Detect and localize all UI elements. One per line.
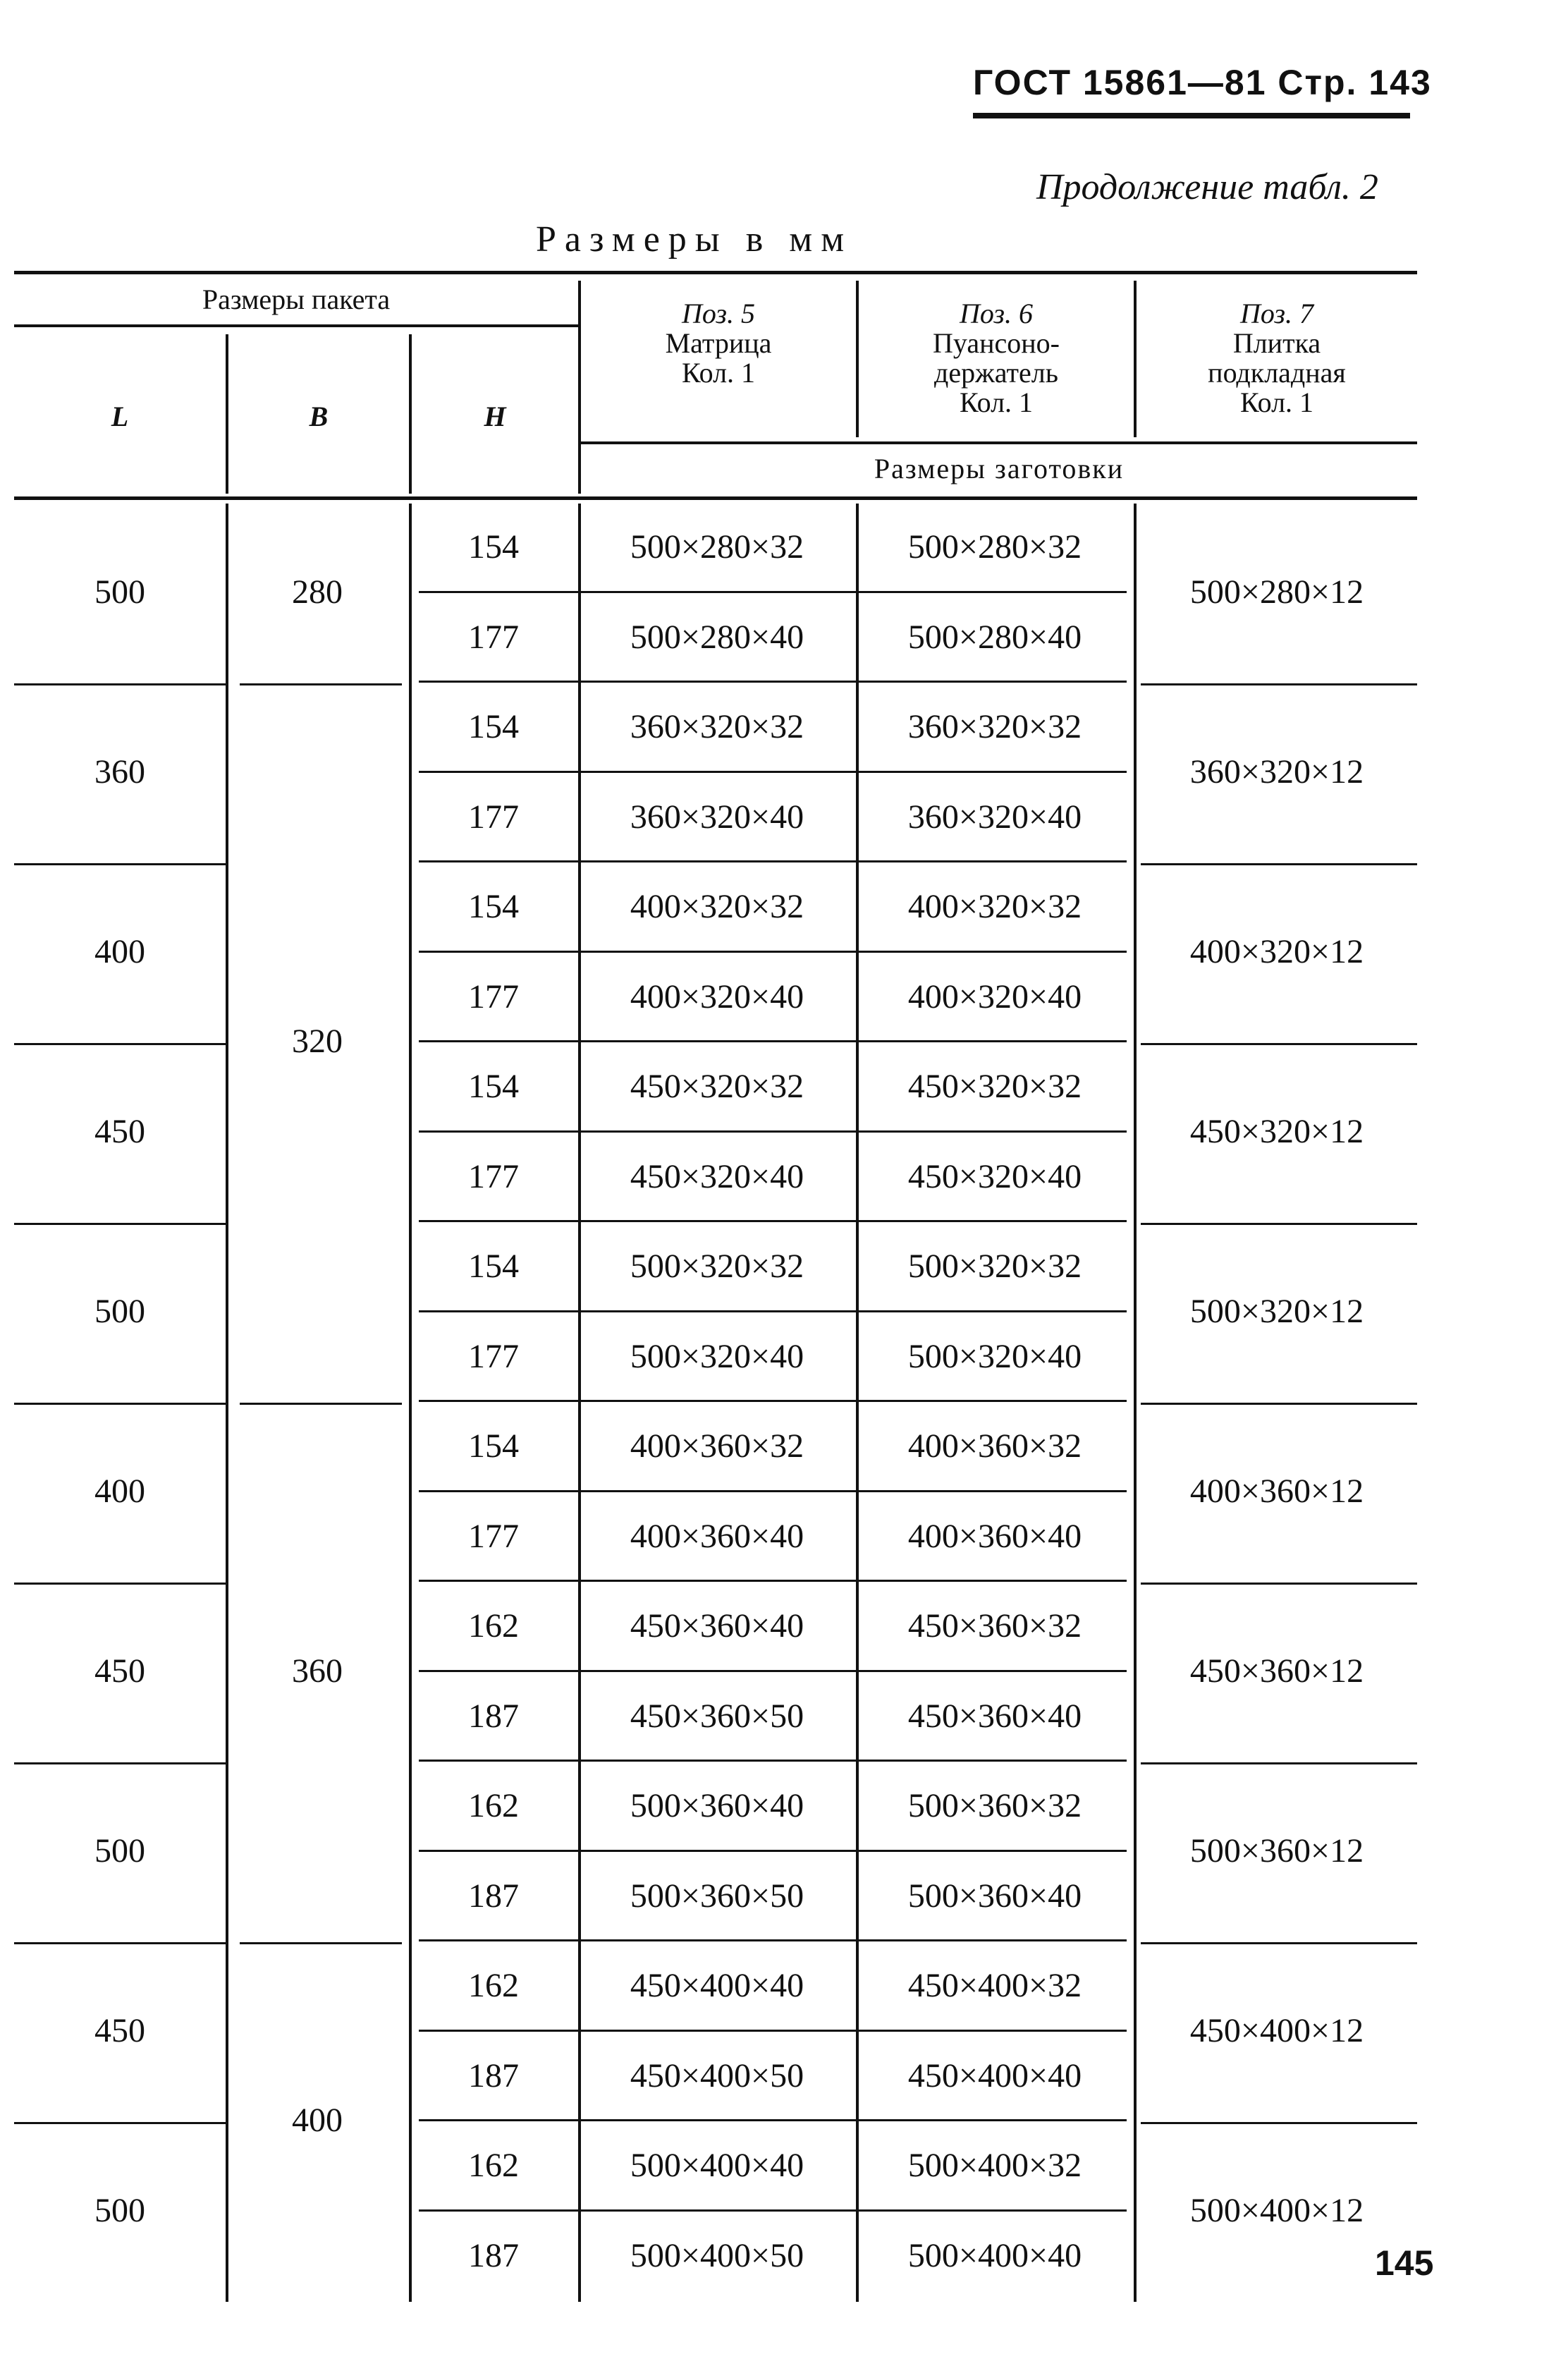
pos5-cell: 450×320×40	[630, 1157, 804, 1195]
pos6-cell: 500×360×32	[907, 1787, 1082, 1824]
pos7-cell: 450×360×12	[1189, 1652, 1364, 1690]
h-cell: 187	[468, 1877, 519, 1915]
pos5-number: Поз. 5	[682, 298, 755, 329]
pos6-cell: 500×280×40	[907, 618, 1082, 656]
h-cell: 162	[468, 2147, 519, 2184]
pos6-cell: 450×400×32	[907, 1967, 1082, 2004]
pos5-cell: 450×360×40	[630, 1607, 804, 1645]
l-group-rule	[14, 863, 226, 865]
pos7-name-line1: Плитка	[1232, 327, 1321, 359]
l-cell: 500	[94, 2191, 145, 2229]
pos7-group-rule	[1141, 2122, 1417, 2124]
b-cell: 320	[292, 1023, 343, 1060]
pos7-cell: 360×320×12	[1189, 752, 1364, 791]
l-cell: 450	[94, 1112, 145, 1150]
pos6-cell: 450×400×40	[907, 2056, 1082, 2095]
pos6-name-line2: держатель	[934, 357, 1058, 389]
l-cell: 500	[94, 1292, 145, 1330]
col-header-B: B	[309, 401, 329, 432]
header-bottom-rule	[14, 496, 1417, 500]
pos6-header	[859, 299, 1134, 417]
row-rule	[419, 951, 1127, 953]
l-group-rule	[14, 683, 226, 685]
pos7-group-rule	[1141, 1403, 1417, 1405]
l-cell: 500	[94, 573, 145, 611]
b-group-rule	[240, 1942, 402, 1944]
pos5-cell: 360×320×40	[630, 798, 804, 836]
row-rule	[419, 681, 1127, 683]
h-cell: 154	[468, 708, 519, 745]
pos7-cell: 450×320×12	[1189, 1112, 1364, 1150]
b-cell: 280	[292, 573, 343, 611]
pos6-cell: 360×320×32	[907, 708, 1082, 745]
h-cell: 162	[468, 1787, 519, 1824]
pos5-cell: 360×320×32	[630, 708, 804, 745]
pos7-cell: 400×320×12	[1189, 932, 1364, 970]
h-cell: 154	[468, 528, 519, 566]
row-rule	[419, 860, 1127, 862]
pos7-cell: 500×320×12	[1189, 1292, 1364, 1330]
h-cell: 187	[468, 1697, 519, 1735]
pos5-cell: 400×360×32	[630, 1427, 804, 1465]
pos6-cell: 500×320×40	[907, 1337, 1082, 1375]
h-cell: 177	[468, 618, 519, 656]
table-continuation-note: Продолжение табл. 2	[1036, 167, 1378, 207]
l-group-rule	[14, 1223, 226, 1225]
pos5-cell: 400×320×40	[630, 977, 804, 1016]
pos7-cell: 500×280×12	[1189, 573, 1364, 611]
row-rule	[419, 2119, 1127, 2121]
h-cell: 177	[468, 798, 519, 836]
h-cell: 187	[468, 2236, 519, 2274]
row-rule	[419, 2209, 1127, 2212]
l-group-rule	[14, 1403, 226, 1405]
pos5-cell: 500×360×50	[630, 1877, 804, 1915]
col-header-L: L	[111, 401, 129, 432]
l-cell: 360	[94, 752, 145, 791]
pos6-cell: 450×360×40	[907, 1697, 1082, 1735]
pos5-cell: 500×280×32	[630, 528, 804, 566]
pos7-qty: Кол. 1	[1239, 386, 1314, 418]
l-group-rule	[14, 1762, 226, 1764]
pos5-cell: 500×400×40	[630, 2147, 804, 2184]
pos7-group-rule	[1141, 1223, 1417, 1225]
col-header-H: H	[484, 401, 506, 432]
pos5-cell: 400×320×32	[630, 888, 804, 925]
h-cell: 154	[468, 888, 519, 925]
pos6-cell: 450×360×32	[907, 1607, 1082, 1645]
row-rule	[419, 1670, 1127, 1672]
pos6-cell: 450×320×32	[907, 1068, 1082, 1105]
page-number: 145	[1375, 2243, 1434, 2283]
row-rule	[419, 1760, 1127, 1762]
b-group-rule	[240, 683, 402, 685]
pos7-group-rule	[1141, 683, 1417, 685]
pos6-cell: 500×320×32	[907, 1248, 1082, 1285]
h-cell: 154	[468, 1248, 519, 1285]
pos7-group-rule	[1141, 1762, 1417, 1764]
pos6-cell: 400×320×32	[907, 888, 1082, 925]
row-rule	[419, 771, 1127, 773]
pos7-cell: 500×400×12	[1189, 2191, 1364, 2229]
pos6-name-line1: Пуансоно-	[933, 327, 1060, 359]
pos6-number: Поз. 6	[960, 298, 1033, 329]
pos6-cell: 450×320×40	[907, 1157, 1082, 1195]
l-cell: 400	[94, 932, 145, 970]
l-group-rule	[14, 1583, 226, 1585]
l-group-rule	[14, 1942, 226, 1944]
body-column-rule	[226, 504, 228, 2302]
standard-header: ГОСТ 15861—81 Стр. 143	[973, 63, 1432, 102]
b-cell: 400	[292, 2102, 343, 2139]
h-cell: 154	[468, 1427, 519, 1465]
l-group-rule	[14, 2122, 226, 2124]
pos5-qty: Кол. 1	[681, 357, 756, 389]
pos7-group-rule	[1141, 1043, 1417, 1045]
units-caption: Размеры в мм	[536, 219, 853, 260]
pos7-group-rule	[1141, 1942, 1417, 1944]
row-rule	[419, 1490, 1127, 1492]
body-column-rule	[409, 504, 412, 2302]
pos5-cell: 450×360×50	[630, 1697, 804, 1735]
pos7-group-rule	[1141, 863, 1417, 865]
pos5-cell: 450×400×50	[630, 2056, 804, 2095]
row-rule	[419, 1310, 1127, 1312]
row-rule	[419, 1130, 1127, 1133]
header-rule	[973, 113, 1410, 118]
pos6-qty: Кол. 1	[959, 386, 1034, 418]
l-cell: 450	[94, 1652, 145, 1690]
body-column-rule	[578, 504, 581, 2302]
table-top-rule	[14, 271, 1417, 274]
row-rule	[419, 1400, 1127, 1402]
pos7-cell: 400×360×12	[1189, 1472, 1364, 1510]
row-rule	[419, 2030, 1127, 2032]
l-cell: 400	[94, 1472, 145, 1510]
body-column-rule	[856, 504, 859, 2302]
pos6-cell: 500×400×40	[907, 2236, 1082, 2274]
pos7-cell: 500×360×12	[1189, 1831, 1364, 1870]
b-group-rule	[240, 1403, 402, 1405]
pos5-cell: 400×360×40	[630, 1517, 804, 1555]
h-cell: 187	[468, 2056, 519, 2095]
h-cell: 154	[468, 1068, 519, 1105]
pos7-cell: 450×400×12	[1189, 2011, 1364, 2049]
packet-sizes-header: Размеры пакета	[202, 283, 391, 315]
l-cell: 450	[94, 2011, 145, 2049]
pos5-cell: 500×320×32	[630, 1248, 804, 1285]
pos5-name: Матрица	[665, 327, 772, 359]
l-group-rule	[14, 1043, 226, 1045]
pos6-cell: 500×280×32	[907, 528, 1082, 566]
pos7-header	[1137, 299, 1417, 417]
blank-sizes-header: Размеры заготовки	[874, 453, 1125, 484]
h-cell: 177	[468, 977, 519, 1016]
pos5-cell: 500×320×40	[630, 1337, 804, 1375]
blank-sizes-rule	[581, 441, 1417, 444]
pos7-group-rule	[1141, 1583, 1417, 1585]
row-rule	[419, 1850, 1127, 1852]
pos6-cell: 360×320×40	[907, 798, 1082, 836]
packet-header-rule	[14, 324, 578, 327]
row-rule	[419, 1939, 1127, 1941]
row-rule	[419, 1220, 1127, 1222]
pos5-header	[581, 299, 856, 388]
h-cell: 177	[468, 1337, 519, 1375]
pos6-cell: 400×320×40	[907, 977, 1082, 1016]
pos6-cell: 500×360×40	[907, 1877, 1082, 1915]
pos6-cell: 400×360×32	[907, 1427, 1082, 1465]
row-rule	[419, 1040, 1127, 1042]
pos7-number: Поз. 7	[1240, 298, 1313, 329]
h-cell: 177	[468, 1157, 519, 1195]
pos5-cell: 450×400×40	[630, 1967, 804, 2004]
pos5-cell: 500×400×50	[630, 2236, 804, 2274]
pos7-name-line2: подкладная	[1208, 357, 1346, 389]
row-rule	[419, 591, 1127, 593]
pos6-cell: 400×360×40	[907, 1517, 1082, 1555]
pos5-cell: 500×360×40	[630, 1787, 804, 1824]
pos5-cell: 450×320×32	[630, 1068, 804, 1105]
pos6-cell: 500×400×32	[907, 2147, 1082, 2184]
h-cell: 177	[468, 1517, 519, 1555]
row-rule	[419, 1580, 1127, 1582]
h-cell: 162	[468, 1607, 519, 1645]
h-cell: 162	[468, 1967, 519, 2004]
b-cell: 360	[292, 1652, 343, 1690]
pos5-cell: 500×280×40	[630, 618, 804, 656]
l-cell: 500	[94, 1831, 145, 1870]
